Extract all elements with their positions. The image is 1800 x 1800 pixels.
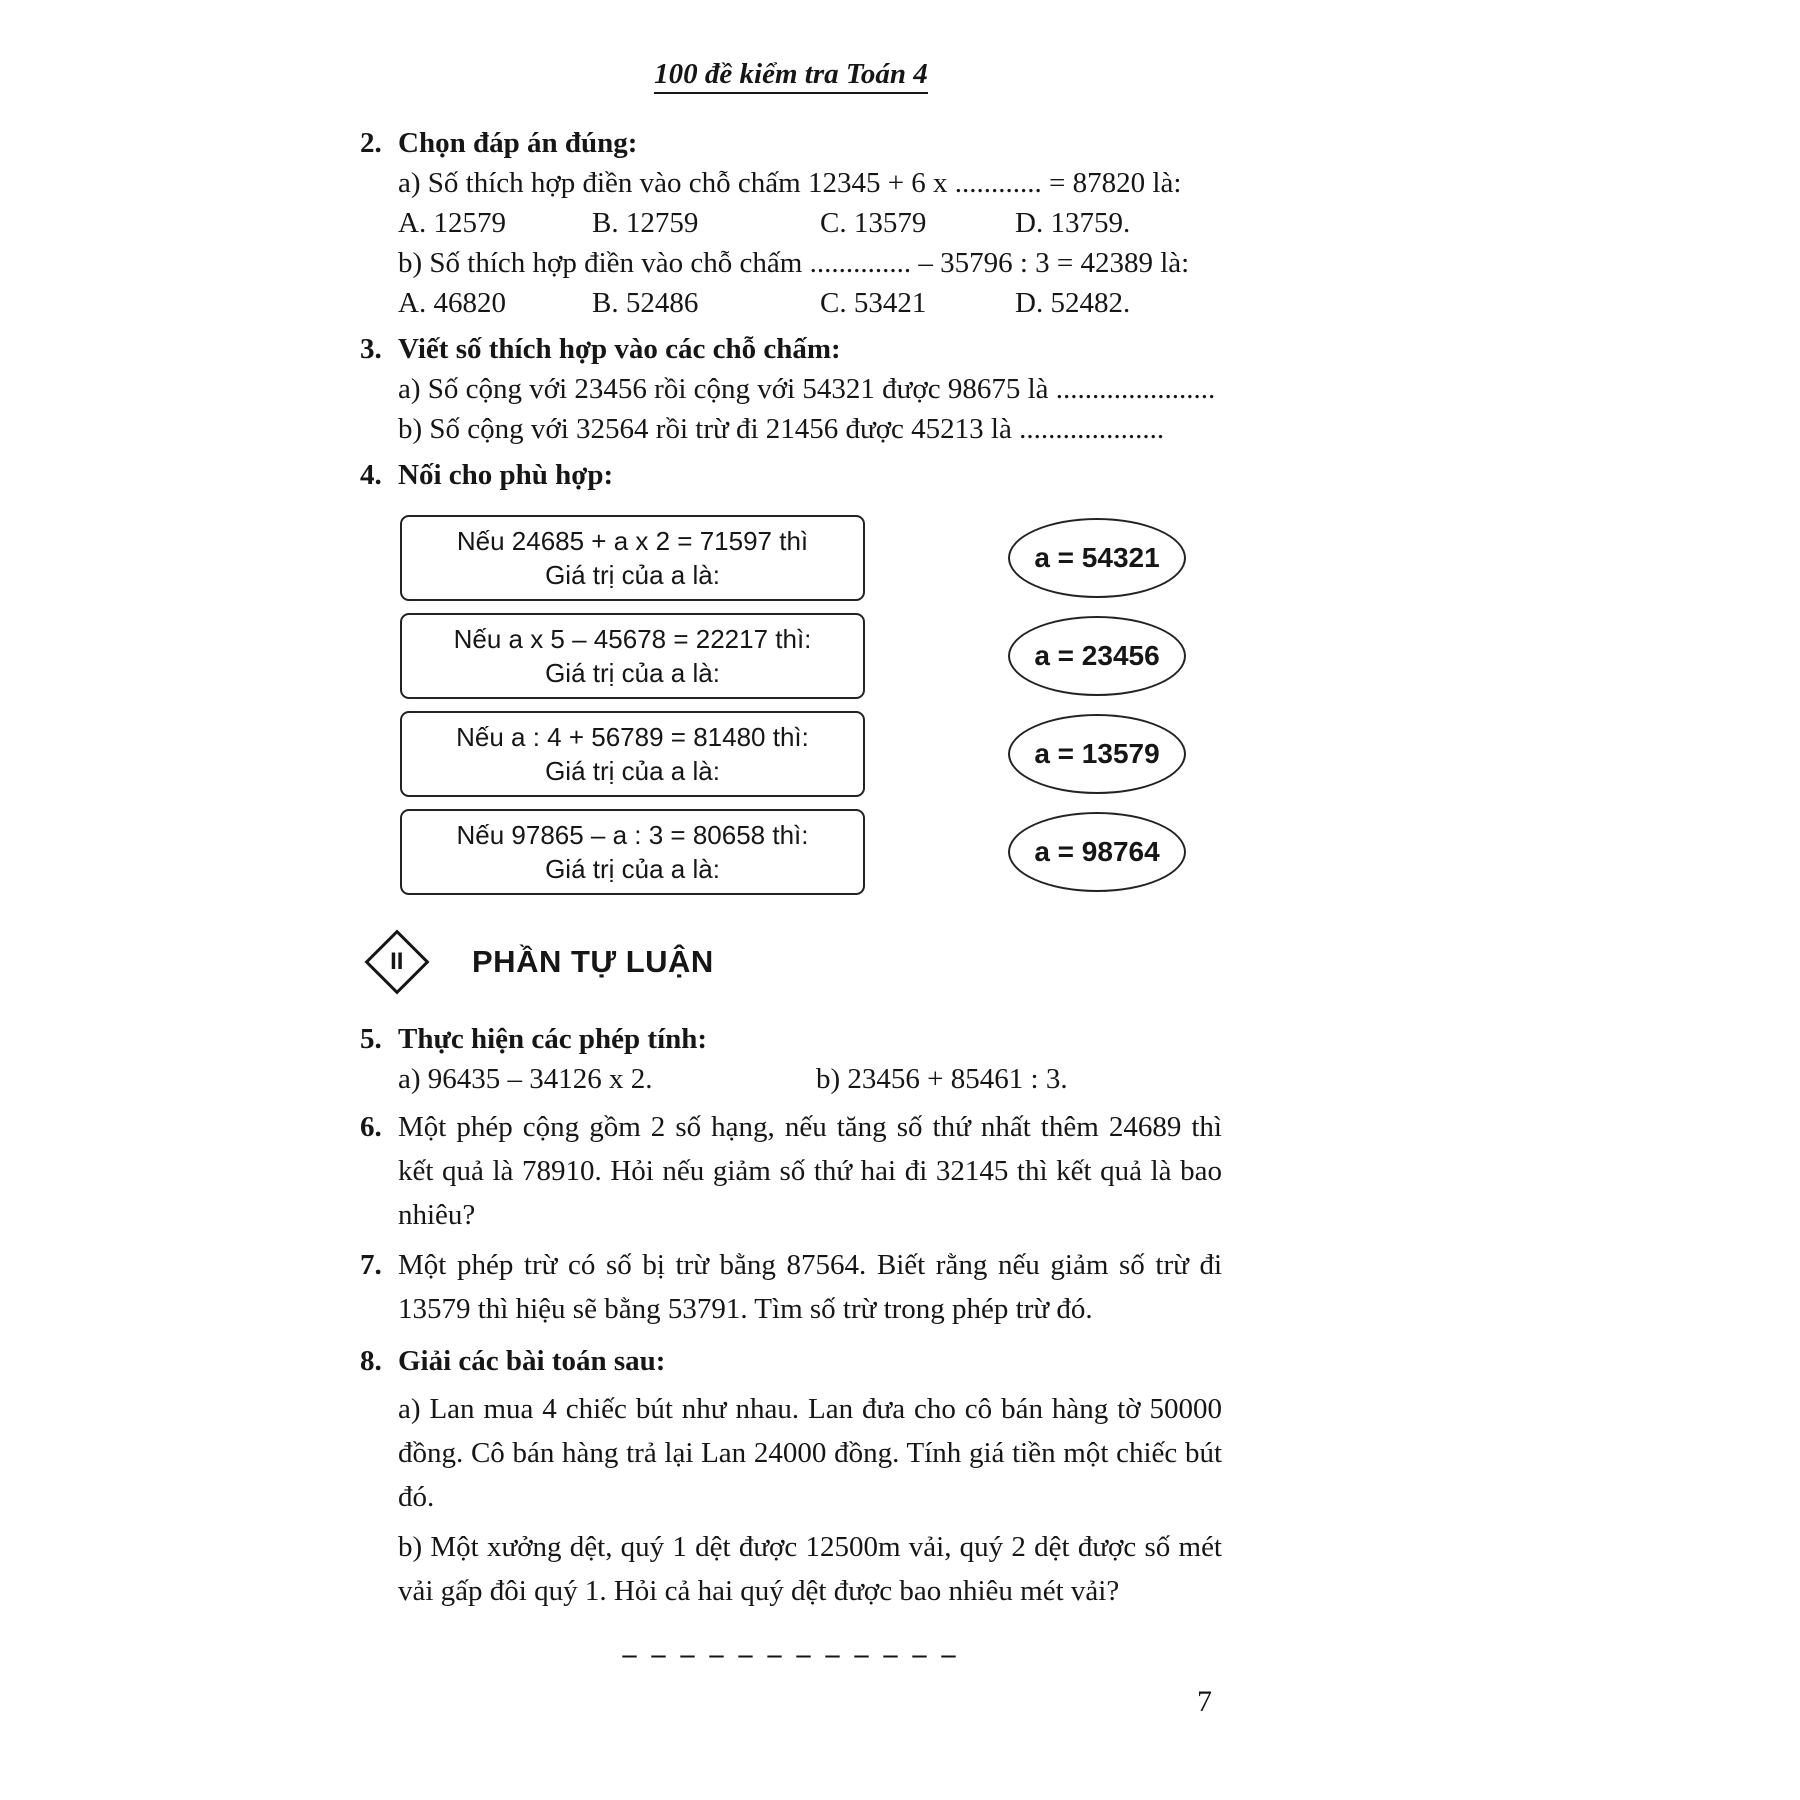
condition-line: Nếu a : 4 + 56789 = 81480 thì:: [456, 722, 809, 752]
condition-line: Nếu a x 5 – 45678 = 22217 thì:: [453, 624, 812, 654]
question-3-header: [360, 329, 1222, 369]
question-4-header: [360, 455, 1222, 495]
question-title: Viết số thích hợp vào các chỗ chấm:: [398, 333, 841, 365]
condition-line: Nếu 97865 – a : 3 = 80658 thì:: [456, 820, 809, 850]
match-row: [360, 613, 1222, 699]
question-2b-options: [360, 283, 1222, 323]
question-title: Chọn đáp án đúng:: [398, 127, 638, 159]
condition-line: Giá trị của a là:: [545, 658, 720, 688]
question-number: 3.: [360, 333, 382, 365]
match-answer-ellipse: [1008, 812, 1186, 892]
section-title: PHẦN TỰ LUẬN: [472, 944, 714, 979]
match-answer-ellipse: [1008, 518, 1186, 598]
section-marker-diamond: [364, 929, 429, 994]
answer-value: a = 13579: [1034, 738, 1160, 769]
question-2a-text: a) Số thích hợp điền vào chỗ chấm 12345 + 6 x ............ = 87820 là:: [398, 167, 1182, 199]
match-condition-box: [400, 711, 865, 797]
indent-spacer: [360, 1525, 398, 1613]
answer-value: a = 54321: [1034, 542, 1160, 573]
condition-line: Giá trị của a là:: [545, 756, 720, 786]
section-divider: – – – – – – – – – – – –: [622, 1639, 960, 1670]
question-8a-text: a) Lan mua 4 chiếc bút như nhau. Lan đưa cho cô bán hàng tờ 50000 đồng. Cô bán hàng trả lại Lan 24000 đồng. Tính giá tiền một chiếc bút đó.: [398, 1393, 1222, 1513]
question-title: Giải các bài toán sau:: [398, 1345, 666, 1377]
question-2b-text: b) Số thích hợp điền vào chỗ chấm .............. – 35796 : 3 = 42389 là:: [398, 247, 1190, 279]
match-answer-ellipse: [1008, 714, 1186, 794]
option-c: C. 53421: [820, 287, 927, 319]
match-condition-box: [400, 613, 865, 699]
question-6-text: Một phép cộng gồm 2 số hạng, nếu tăng số thứ nhất thêm 24689 thì kết quả là 78910. Hỏi nếu giảm số thứ hai đi 32145 thì kết quả là bao nhiêu?: [398, 1111, 1222, 1231]
page-header: [360, 58, 1222, 91]
question-number: 4.: [360, 459, 382, 491]
match-answer-ellipse: [1008, 616, 1186, 696]
book-title: 100 đề kiểm tra Toán 4: [654, 58, 928, 94]
question-5-parts: [360, 1059, 1222, 1099]
question-6: [360, 1105, 1222, 1237]
match-condition-box: [400, 515, 865, 601]
question-2-header: [360, 123, 1222, 163]
question-number: 7.: [360, 1249, 382, 1281]
question-8a: [360, 1387, 1222, 1519]
section-2-header: [374, 939, 1222, 985]
option-b: B. 52486: [592, 287, 699, 319]
question-5-header: [360, 1019, 1222, 1059]
page-number: 7: [1197, 1685, 1212, 1718]
question-number: 2.: [360, 127, 382, 159]
indent-spacer: [360, 1387, 398, 1519]
option-d: D. 52482.: [1015, 287, 1131, 319]
question-7-text: Một phép trừ có số bị trừ bằng 87564. Biết rằng nếu giảm số trừ đi 13579 thì hiệu sẽ bằng 53791. Tìm số trừ trong phép trừ đó.: [398, 1249, 1222, 1325]
question-8b-text: b) Một xưởng dệt, quý 1 dệt được 12500m vải, quý 2 dệt được số mét vải gấp đôi quý 1. Hỏi cả hai quý dệt được bao nhiêu mét vải?: [398, 1531, 1222, 1607]
question-8b: [360, 1525, 1222, 1613]
match-condition-box: [400, 809, 865, 895]
match-row: [360, 515, 1222, 601]
question-8-header: [360, 1341, 1222, 1381]
match-row: [360, 809, 1222, 895]
question-number: 8.: [360, 1345, 382, 1377]
question-3b-text: b) Số cộng với 32564 rồi trừ đi 21456 được 45213 là ....................: [398, 413, 1165, 445]
question-title: Nối cho phù hợp:: [398, 459, 614, 491]
matching-exercise: [360, 515, 1222, 895]
answer-value: a = 23456: [1034, 640, 1160, 671]
condition-line: Giá trị của a là:: [545, 854, 720, 884]
question-5b-text: b) 23456 + 85461 : 3.: [816, 1063, 1068, 1095]
condition-line: Giá trị của a là:: [545, 560, 720, 590]
question-7: [360, 1243, 1222, 1331]
question-title: Thực hiện các phép tính:: [398, 1023, 708, 1055]
question-number: 5.: [360, 1023, 382, 1055]
answer-value: a = 98764: [1034, 836, 1160, 867]
match-row: [360, 711, 1222, 797]
condition-line: Nếu 24685 + a x 2 = 71597 thì: [456, 526, 809, 556]
question-3a-text: a) Số cộng với 23456 rồi cộng với 54321 được 98675 là ......................: [398, 373, 1216, 405]
section-marker-label: II: [390, 948, 404, 975]
question-number: 6.: [360, 1111, 382, 1143]
option-b: B. 12759: [592, 207, 699, 239]
question-5a-text: a) 96435 – 34126 x 2.: [398, 1063, 653, 1095]
question-2a-options: [360, 203, 1222, 243]
option-a: A. 46820: [398, 287, 506, 319]
option-d: D. 13759.: [1015, 207, 1131, 239]
page-content: [360, 58, 1222, 1719]
option-c: C. 13579: [820, 207, 927, 239]
option-a: A. 12579: [398, 207, 506, 239]
